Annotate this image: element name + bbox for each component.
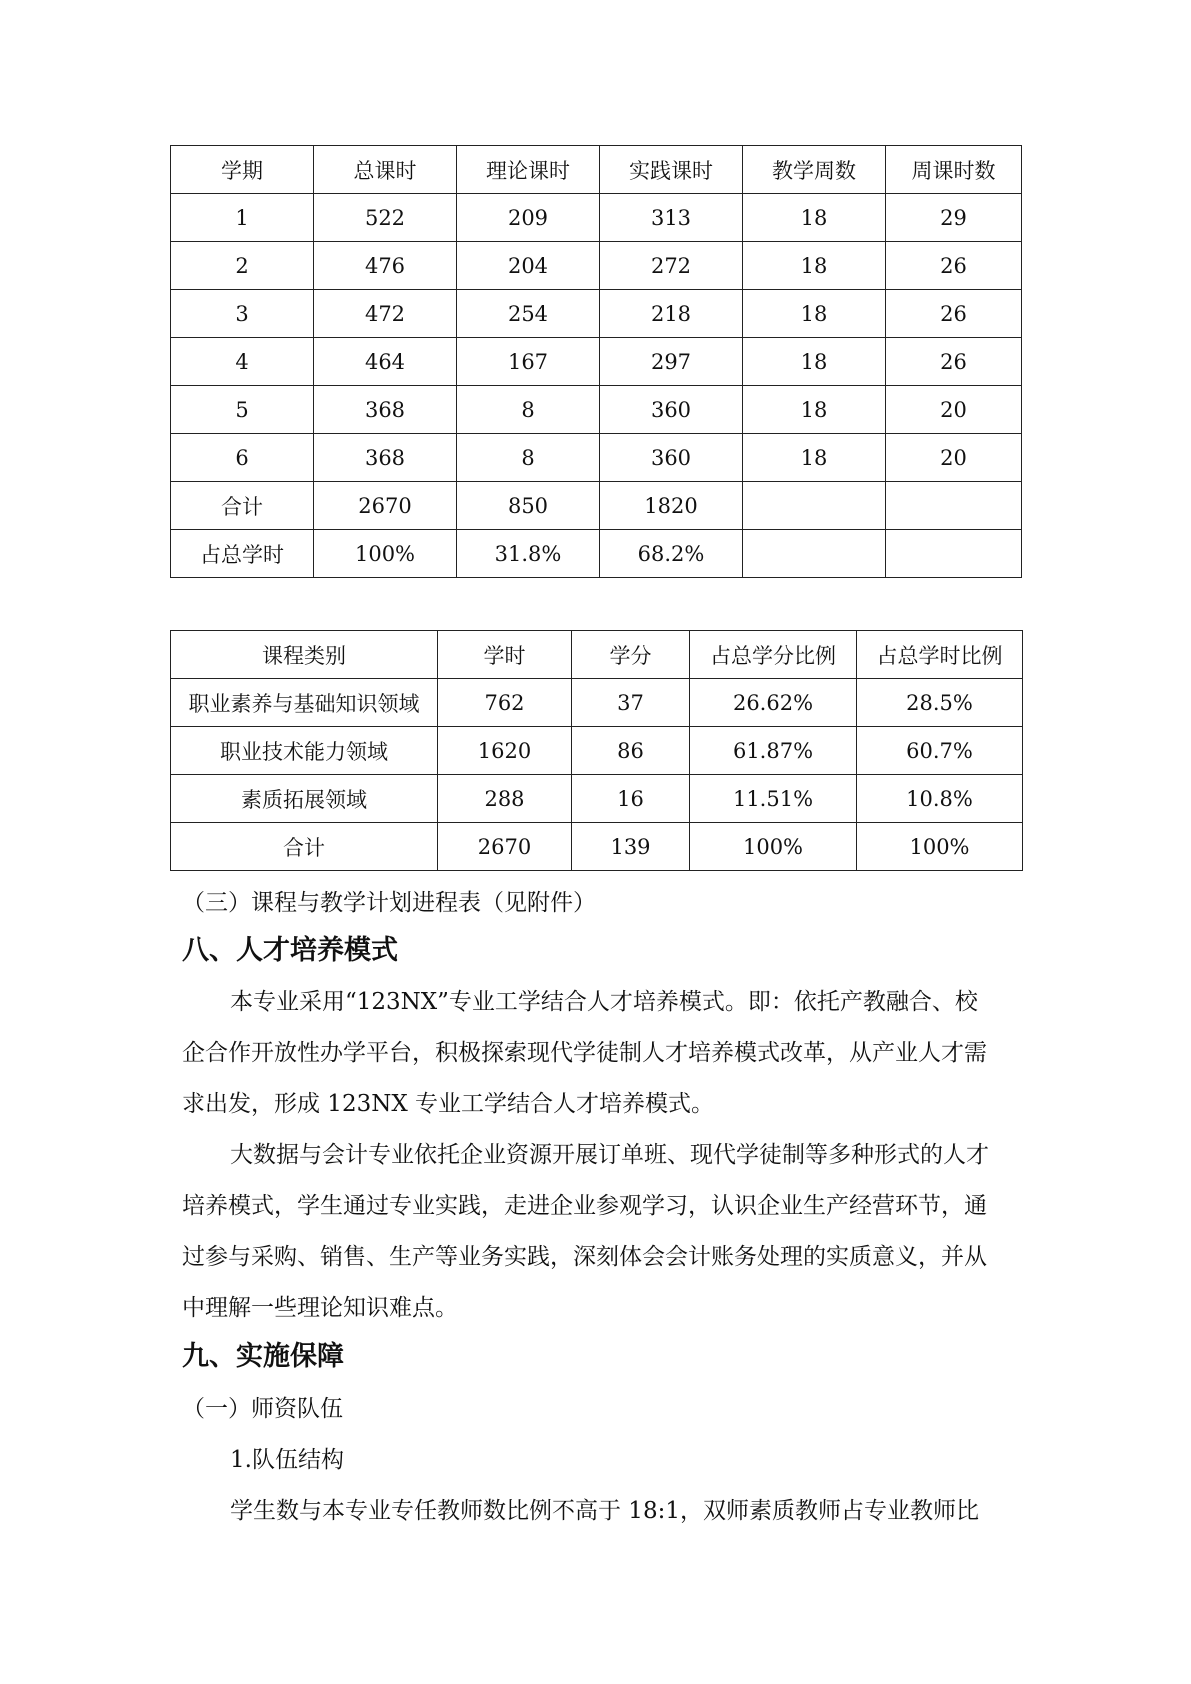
table-cell: 37 (572, 679, 690, 727)
table-row (171, 242, 1022, 290)
section-heading-9: 九、实施保障 (182, 1341, 344, 1372)
table-cell: 11.51% (690, 775, 857, 823)
table-row (171, 482, 1022, 530)
table-cell: 8 (457, 434, 600, 482)
table-cell: 占总学时 (171, 530, 314, 578)
table-cell: 18 (743, 338, 886, 386)
paragraph-line: 学生数与本专业专任教师数比例不高于 18:1，双师素质教师占专业教师比 (230, 1498, 979, 1524)
paragraph-line: 求出发，形成 123NX 专业工学结合人才培养模式。 (182, 1091, 715, 1117)
category-table-header-cell: 课程类别 (171, 631, 438, 679)
table-cell: 26 (886, 290, 1022, 338)
table-cell: 合计 (171, 482, 314, 530)
table-cell: 272 (600, 242, 743, 290)
table-cell: 素质拓展领域 (171, 775, 438, 823)
table-cell: 61.87% (690, 727, 857, 775)
table-row (171, 823, 1023, 871)
semester-table-header-cell: 总课时 (314, 146, 457, 194)
table-cell: 522 (314, 194, 457, 242)
table-cell: 1620 (438, 727, 572, 775)
table-cell: 16 (572, 775, 690, 823)
table-cell: 209 (457, 194, 600, 242)
table-cell: 8 (457, 386, 600, 434)
table-cell: 288 (438, 775, 572, 823)
table-cell: 职业技术能力领域 (171, 727, 438, 775)
table-cell: 360 (600, 434, 743, 482)
table-cell: 29 (886, 194, 1022, 242)
table-cell: 476 (314, 242, 457, 290)
subheading-course-schedule: （三）课程与教学计划进程表（见附件） (182, 890, 596, 916)
subheading-faculty: （一）师资队伍 (182, 1396, 343, 1422)
table-cell: 18 (743, 290, 886, 338)
table-cell: 18 (743, 434, 886, 482)
table-cell: 18 (743, 242, 886, 290)
table-cell: 850 (457, 482, 600, 530)
table-cell (743, 530, 886, 578)
table-cell: 100% (314, 530, 457, 578)
table-cell: 18 (743, 386, 886, 434)
table-cell: 20 (886, 386, 1022, 434)
table-row (171, 194, 1022, 242)
category-table-header-cell: 占总学分比例 (690, 631, 857, 679)
table-cell: 86 (572, 727, 690, 775)
table-cell: 68.2% (600, 530, 743, 578)
table-cell: 26 (886, 338, 1022, 386)
table-row (171, 290, 1022, 338)
table-cell: 100% (857, 823, 1023, 871)
semester-table-header-row (171, 146, 1022, 194)
category-table-header-cell: 占总学时比例 (857, 631, 1023, 679)
table-cell: 60.7% (857, 727, 1023, 775)
table-cell: 职业素养与基础知识领域 (171, 679, 438, 727)
table-cell: 5 (171, 386, 314, 434)
table-cell: 26 (886, 242, 1022, 290)
paragraph-line: 企合作开放性办学平台，积极探索现代学徒制人才培养模式改革，从产业人才需 (182, 1040, 987, 1066)
table-cell: 368 (314, 434, 457, 482)
table-cell (886, 530, 1022, 578)
table-cell: 472 (314, 290, 457, 338)
table-cell: 31.8% (457, 530, 600, 578)
table-row (171, 338, 1022, 386)
semester-hours-table (170, 145, 1022, 578)
table-cell: 20 (886, 434, 1022, 482)
semester-table-header-cell: 理论课时 (457, 146, 600, 194)
table-cell: 1820 (600, 482, 743, 530)
table-cell: 10.8% (857, 775, 1023, 823)
table-cell: 139 (572, 823, 690, 871)
table-cell: 18 (743, 194, 886, 242)
table-cell: 3 (171, 290, 314, 338)
category-table-header-cell: 学分 (572, 631, 690, 679)
paragraph-line: 中理解一些理论知识难点。 (182, 1295, 458, 1321)
semester-table-header-cell: 学期 (171, 146, 314, 194)
section-heading-8: 八、人才培养模式 (182, 935, 398, 966)
table-row (171, 775, 1023, 823)
table-cell: 254 (457, 290, 600, 338)
table-cell: 464 (314, 338, 457, 386)
table-cell: 2670 (314, 482, 457, 530)
table-cell: 1 (171, 194, 314, 242)
table-row (171, 679, 1023, 727)
semester-table-header-cell: 教学周数 (743, 146, 886, 194)
table-cell: 2 (171, 242, 314, 290)
table-cell: 204 (457, 242, 600, 290)
table-cell: 2670 (438, 823, 572, 871)
paragraph-line: 过参与采购、销售、生产等业务实践，深刻体会会计账务处理的实质意义，并从 (182, 1244, 987, 1270)
table-cell: 218 (600, 290, 743, 338)
table-cell: 合计 (171, 823, 438, 871)
table-cell: 313 (600, 194, 743, 242)
category-table-header-cell: 学时 (438, 631, 572, 679)
item-team-structure: 1.队伍结构 (230, 1447, 344, 1473)
table-cell: 6 (171, 434, 314, 482)
table-row (171, 530, 1022, 578)
table-cell: 28.5% (857, 679, 1023, 727)
table-row (171, 386, 1022, 434)
table-row (171, 727, 1023, 775)
table-cell: 100% (690, 823, 857, 871)
table-cell: 360 (600, 386, 743, 434)
table-cell: 762 (438, 679, 572, 727)
paragraph-line: 培养模式，学生通过专业实践，走进企业参观学习，认识企业生产经营环节，通 (182, 1193, 987, 1219)
semester-table-header-cell: 实践课时 (600, 146, 743, 194)
course-category-table (170, 630, 1023, 871)
table-cell (886, 482, 1022, 530)
table-cell: 26.62% (690, 679, 857, 727)
table-row (171, 434, 1022, 482)
paragraph-line: 大数据与会计专业依托企业资源开展订单班、现代学徒制等多种形式的人才 (230, 1142, 989, 1168)
table-cell: 368 (314, 386, 457, 434)
category-table-header-row (171, 631, 1023, 679)
table-cell (743, 482, 886, 530)
table-cell: 4 (171, 338, 314, 386)
table-cell: 167 (457, 338, 600, 386)
table-cell: 297 (600, 338, 743, 386)
paragraph-line: 本专业采用“123NX”专业工学结合人才培养模式。即：依托产教融合、校 (230, 989, 978, 1015)
semester-table-header-cell: 周课时数 (886, 146, 1022, 194)
